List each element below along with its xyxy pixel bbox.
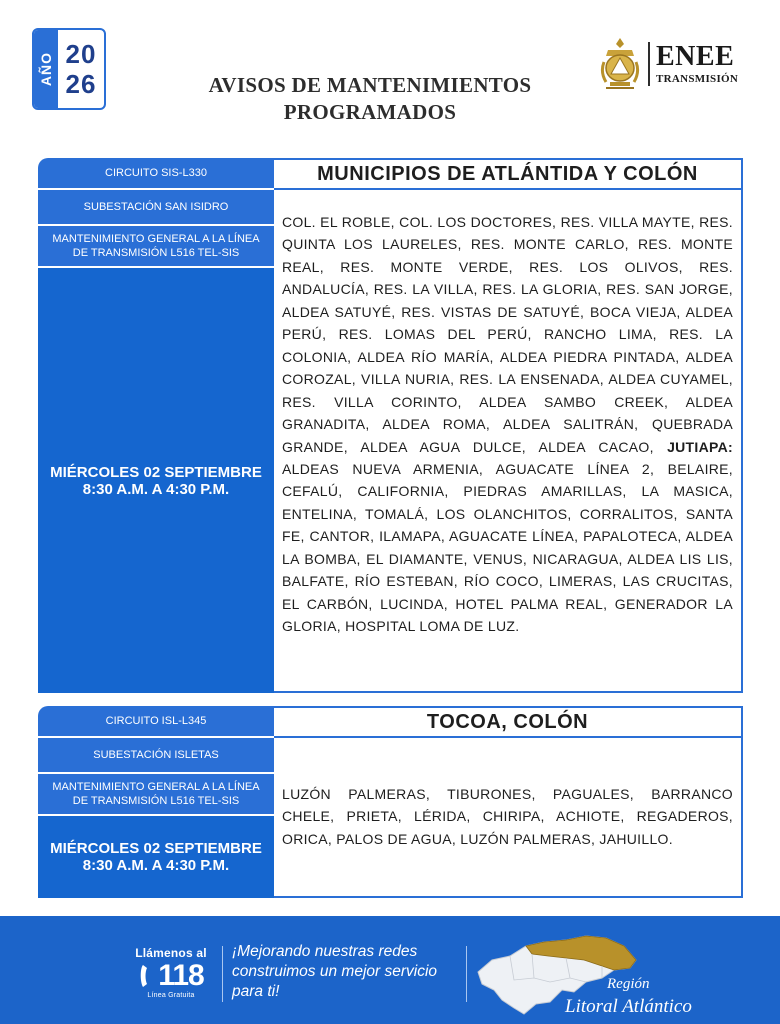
notice-content [274, 158, 743, 693]
logo-text [656, 43, 738, 85]
year-label-band [34, 30, 58, 108]
notice-sidebar [38, 706, 274, 898]
footer-slogan: ¡Mejorando nuestras redes construimos un mejor servicio para ti! [232, 943, 438, 1000]
affected-areas-highlight: JUTIAPA: [667, 438, 733, 455]
schedule-date: MIÉRCOLES 02 SEPTIEMBRE [50, 463, 262, 481]
affected-areas-part1: COL. EL ROBLE, COL. LOS DOCTORES, RES. VILLA MAYTE, RES. QUINTA LOS LAURELES, RES. MONTE CARLO, RES. MONTE REAL, RES. MONTE VERDE, RES. LOS OLIVOS, RES. ANDALUCÍA, RES. LA VILLA, RES. LA GLORIA, RES. SAN JORGE, ALDEA SATUYÉ, RES. VISTAS DE SATUYÉ, BOCA VIEJA, ALDEA PERÚ, RES. LOMAS DEL PERÚ, RANCHO LIMA, RES. LA COLONIA, ALDEA RÍO MARÍA, ALDEA PIEDRA PINTADA, ALDEA COROZAL, VILLA NURIA, RES. LA ENSENADA, ALDEA CUYAMEL, RES. VILLA CORINTO, ALDEA SAMBO CREEK, ALDEA GRANADITA, ALDEA ROMA, ALDEA SALITRÁN, QUEBRADA GRANDE, ALDEA AGUA DULCE, ALDEA CACAO, [282, 214, 733, 455]
affected-areas [274, 738, 741, 850]
notice-title: MUNICIPIOS DE ATLÁNTIDA Y COLÓN [274, 160, 741, 190]
page-title [160, 72, 580, 126]
affected-areas [274, 190, 741, 638]
region-name: Litoral Atlántico [565, 996, 692, 1017]
maintenance-label: MANTENIMIENTO GENERAL A LA LÍNEA DE TRANSMISIÓN L516 TEL-SIS [38, 226, 274, 268]
schedule-block [38, 268, 274, 693]
maintenance-label: MANTENIMIENTO GENERAL A LA LÍNEA DE TRANSMISIÓN L516 TEL-SIS [38, 774, 274, 816]
phone-icon [138, 962, 158, 990]
footer-banner [0, 916, 780, 1024]
notice-sidebar [38, 158, 274, 693]
affected-areas-part2: ALDEAS NUEVA ARMENIA, AGUACATE LÍNEA 2, BELAIRE, CEFALÚ, CALIFORNIA, PIEDRAS AMARILLAS, LA MASICA, ENTELINA, TOMALÁ, LOS OLANCHITOS, CORRALITOS, SANTA FE, CANTOR, ILAMAPA, AGUACATE LÍNEA, PAPALOTECA, ALDEA LA BOMBA, EL DIAMANTE, VENUS, NICARAGUA, ALDEA LIS LIS, BALFATE, RÍO ESTEBAN, RÍO COCO, LIMERAS, LAS CRUCITAS, EL CARBÓN, LUCINDA, HOTEL PALMA REAL, GENERADOR LA GLORIA, HOSPITAL LOMA DE LUZ. [282, 460, 733, 635]
footer-divider [222, 946, 223, 1002]
year-badge [32, 28, 106, 110]
notice-card [38, 158, 743, 693]
enee-logo [598, 36, 738, 92]
region-subtitle: Región [607, 976, 650, 992]
schedule-date: MIÉRCOLES 02 SEPTIEMBRE [50, 840, 262, 857]
honduras-seal-icon [598, 36, 642, 92]
year-digits-top: 20 [65, 39, 97, 69]
circuit-label: CIRCUITO ISL-L345 [38, 706, 274, 738]
year-digits [58, 30, 104, 108]
schedule-time: 8:30 A.M. A 4:30 P.M. [82, 480, 230, 498]
substation-label: SUBESTACIÓN ISLETAS [38, 738, 274, 774]
footer-divider [466, 946, 467, 1002]
substation-label: SUBESTACIÓN SAN ISIDRO [38, 190, 274, 226]
year-label: AÑO [38, 51, 54, 87]
year-digits-bottom: 26 [65, 69, 97, 99]
notice-content [274, 706, 743, 898]
call-block [126, 946, 216, 999]
call-label: Llámenos al [135, 946, 207, 960]
notice-card [38, 706, 743, 898]
notice-title: TOCOA, COLÓN [274, 708, 741, 738]
schedule-time: 8:30 A.M. A 4:30 P.M. [82, 857, 230, 874]
call-row [126, 960, 216, 992]
call-subtitle: Línea Gratuita [147, 992, 195, 999]
call-number: 118 [158, 959, 204, 992]
logo-subtitle: TRANSMISIÓN [656, 73, 739, 85]
circuit-label: CIRCUITO SIS-L330 [38, 158, 274, 190]
logo-divider [648, 42, 650, 86]
logo-name: ENEE [656, 41, 735, 72]
page-title-line2: PROGRAMADOS [283, 100, 457, 124]
affected-areas-text: LUZÓN PALMERAS, TIBURONES, PAGUALES, BARRANCO CHELE, PRIETA, LÉRIDA, CHIRIPA, ACHIOTE, REGADEROS, ORICA, PALOS DE AGUA, LUZÓN PALMERAS, JAHUILLO. [282, 786, 733, 847]
schedule-block [38, 816, 274, 898]
page-title-line1: AVISOS DE MANTENIMIENTOS [208, 73, 532, 97]
